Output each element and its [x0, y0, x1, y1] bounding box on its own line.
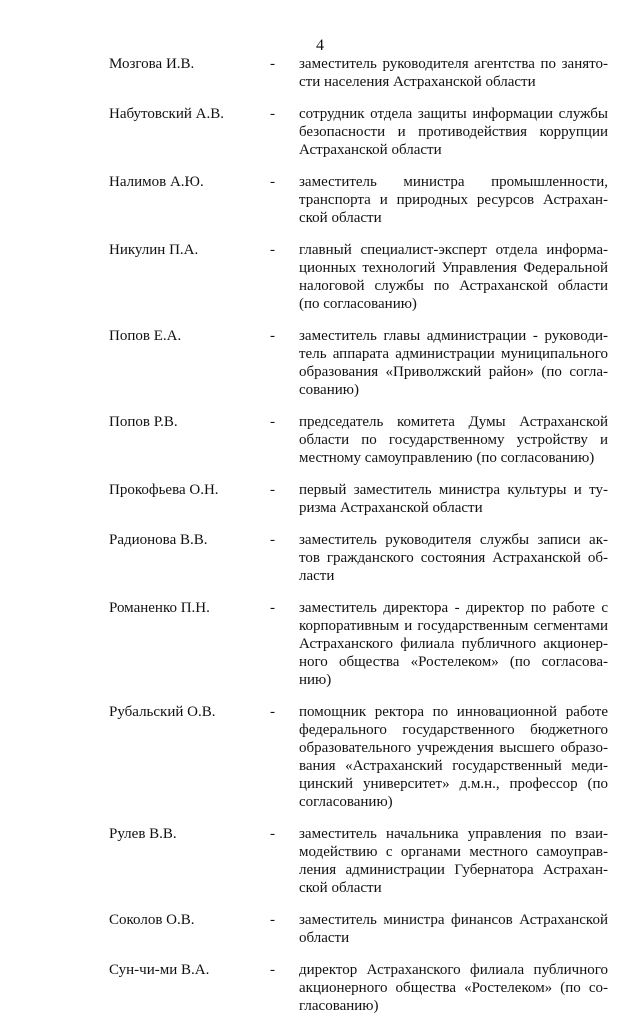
position-line: первый заместитель министра культуры и ту-: [299, 482, 608, 498]
position-line: директор Астраханского филиала публичного: [299, 962, 608, 978]
member-position: [299, 825, 608, 897]
position-line: согласованию): [299, 794, 393, 810]
entry-dash: -: [270, 482, 275, 498]
entry-dash: -: [270, 532, 275, 548]
entry-dash: -: [270, 962, 275, 978]
member-position: [299, 105, 608, 159]
entry-dash: -: [270, 912, 275, 928]
position-line: ционных технологий Управления Федеральной: [299, 260, 608, 276]
member-entry: [0, 825, 640, 897]
member-position: [299, 241, 608, 313]
entry-dash: -: [270, 56, 275, 72]
member-name: Радионова В.В.: [109, 532, 208, 548]
position-line: области: [299, 930, 350, 946]
position-line: сти населения Астраханской области: [299, 74, 536, 90]
member-name: Никулин П.А.: [109, 242, 199, 258]
member-entry: [0, 413, 640, 467]
member-entry: [0, 599, 640, 689]
entry-dash: -: [270, 414, 275, 430]
member-name: Романенко П.Н.: [109, 600, 210, 616]
member-position: [299, 531, 608, 585]
position-line: заместитель начальника управления по взаи-: [299, 826, 608, 842]
member-position: [299, 911, 608, 947]
position-line: сотрудник отдела защиты информации службы: [299, 106, 608, 122]
entry-dash: -: [270, 328, 275, 344]
position-line: местному самоуправлению (по согласованию): [299, 450, 595, 466]
member-entry: [0, 531, 640, 585]
position-line: ласти: [299, 568, 335, 584]
member-list: [0, 55, 640, 1029]
member-name: Набутовский А.В.: [109, 106, 224, 122]
member-entry: [0, 327, 640, 399]
position-line: сованию): [299, 382, 359, 398]
position-line: модействию с органами местного самоуправ-: [299, 844, 608, 860]
entry-dash: -: [270, 826, 275, 842]
position-line: Астраханского филиала публичного акционер-: [299, 636, 608, 652]
entry-dash: -: [270, 106, 275, 122]
position-line: цинский университет» д.м.н., профессор (по: [299, 776, 608, 792]
member-entry: [0, 703, 640, 811]
member-name: Мозгова И.В.: [109, 56, 195, 72]
position-line: корпоративным и государственным сегментами: [299, 618, 608, 634]
entry-dash: -: [270, 242, 275, 258]
member-entry: [0, 961, 640, 1015]
page-number: 4: [316, 37, 324, 54]
member-position: [299, 961, 608, 1015]
member-name: Сун-чи-ми В.А.: [109, 962, 210, 978]
position-line: (по согласованию): [299, 296, 417, 312]
position-line: ской области: [299, 880, 382, 896]
member-name: Рулев В.В.: [109, 826, 177, 842]
member-entry: [0, 911, 640, 947]
member-position: [299, 703, 608, 811]
member-name: Попов Е.А.: [109, 328, 182, 344]
position-line: заместитель руководителя агентства по занято-: [299, 56, 608, 72]
member-name: Попов Р.В.: [109, 414, 178, 430]
member-position: [299, 413, 608, 467]
entry-dash: -: [270, 600, 275, 616]
member-name: Соколов О.В.: [109, 912, 195, 928]
position-line: заместитель главы администрации - руководи-: [299, 328, 608, 344]
position-line: федерального государственного бюджетного: [299, 722, 608, 738]
position-line: помощник ректора по инновационной работе: [299, 704, 608, 720]
position-line: заместитель директора - директор по работе с: [299, 600, 608, 616]
member-position: [299, 173, 608, 227]
position-line: тель аппарата администрации муниципального: [299, 346, 608, 362]
position-line: акционерного общества «Ростелеком» (по со-: [299, 980, 608, 996]
position-line: образовательного учреждения высшего образо-: [299, 740, 608, 756]
position-line: образования «Приволжский район» (по согла-: [299, 364, 608, 380]
position-line: тов гражданского состояния Астраханской об-: [299, 550, 608, 566]
member-position: [299, 55, 608, 91]
member-entry: [0, 105, 640, 159]
position-line: налоговой службы по Астраханской области: [299, 278, 608, 294]
position-line: ской области: [299, 210, 382, 226]
entry-dash: -: [270, 704, 275, 720]
member-position: [299, 481, 608, 517]
position-line: заместитель министра финансов Астраханской: [299, 912, 608, 928]
position-line: заместитель министра промышленности,: [299, 174, 608, 190]
position-line: главный специалист-эксперт отдела информа-: [299, 242, 608, 258]
position-line: транспорта и природных ресурсов Астрахан-: [299, 192, 608, 208]
position-line: заместитель руководителя службы записи ак-: [299, 532, 608, 548]
member-name: Налимов А.Ю.: [109, 174, 204, 190]
position-line: области по государственному устройству и: [299, 432, 608, 448]
position-line: гласованию): [299, 998, 379, 1014]
member-name: Рубальский О.В.: [109, 704, 216, 720]
position-line: ризма Астраханской области: [299, 500, 483, 516]
position-line: ного общества «Ростелеком» (по согласова-: [299, 654, 608, 670]
position-line: безопасности и противодействия коррупции: [299, 124, 608, 140]
member-entry: [0, 481, 640, 517]
position-line: председатель комитета Думы Астраханской: [299, 414, 608, 430]
member-position: [299, 599, 608, 689]
position-line: ления администрации Губернатора Астрахан-: [299, 862, 608, 878]
member-entry: [0, 173, 640, 227]
member-entry: [0, 55, 640, 91]
member-entry: [0, 241, 640, 313]
member-name: Прокофьева О.Н.: [109, 482, 219, 498]
position-line: нию): [299, 672, 332, 688]
member-position: [299, 327, 608, 399]
position-line: вания «Астраханский государственный меди-: [299, 758, 608, 774]
position-line: Астраханской области: [299, 142, 442, 158]
entry-dash: -: [270, 174, 275, 190]
